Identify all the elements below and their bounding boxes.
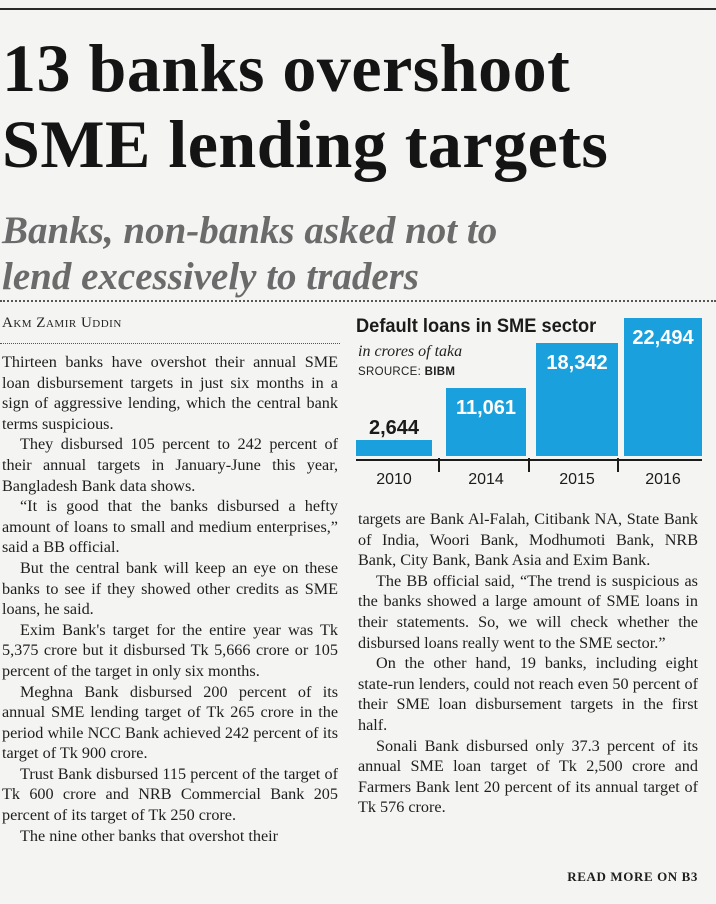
bar-value-label-2016: 22,494 [632, 327, 694, 349]
byline: Akm Zamir Uddin [2, 315, 122, 331]
bar-value-label-2015: 18,342 [546, 352, 608, 374]
read-more-link[interactable]: READ MORE ON B3 [567, 869, 698, 884]
x-tick-label-2010: 2010 [376, 471, 412, 488]
article-paragraph: Sonali Bank disbursed only 37.3 percent of its annual SME loan target of Tk 2,500 crore and Farmers Bank lent 20 percent of its annual target of Tk 576 crore. [358, 736, 698, 817]
chart-svg [356, 312, 702, 492]
article-paragraph: The nine other banks that overshot their [20, 826, 279, 845]
article-paragraph: The BB official said, “The trend is suspicious as the banks showed a large amount of SME loans in their statements. So, we will check whether the disbursed loans really went to the SME sector.” [358, 571, 698, 652]
chart-source-label: SROURCE: [358, 366, 422, 378]
deck-subheadline [2, 208, 714, 300]
deck-line-1: Banks, non-banks asked not to [2, 209, 498, 252]
article-paragraph: Trust Bank disbursed 115 percent of the target of Tk 600 crore and NRB Commercial Bank 205 percent of its target of Tk 250 crore. [2, 764, 338, 825]
headline-line-2: SME lending targets [2, 106, 609, 182]
deck-line-2: lend excessively to traders [2, 255, 419, 298]
article-paragraph: Exim Bank's target for the entire year was Tk 5,375 crore but it disbursed Tk 5,666 crore or 105 percent of the target in only six months. [2, 620, 338, 680]
top-rule [0, 8, 716, 10]
article-paragraph: They disbursed 105 percent to 242 percent of their annual targets in January-June this year, Bangladesh Bank data shows. [2, 435, 338, 495]
article-paragraph: “It is good that the banks disbursed a hefty amount of loans to small and medium enterprises,” said a BB official. [2, 497, 338, 557]
x-tick-label-2016: 2016 [645, 471, 681, 488]
chart-subtitle: in crores of taka [358, 343, 463, 360]
x-tick-label-2015: 2015 [559, 471, 595, 488]
article-paragraph: Meghna Bank disbursed 200 percent of its annual SME lending target of Tk 265 crore in the period while NCC Bank achieved 242 percent of its target of Tk 900 crore. [2, 682, 338, 763]
section-divider [0, 300, 716, 302]
headline-line-1: 13 banks overshoot [2, 30, 571, 106]
bar-2010 [356, 440, 432, 456]
article-paragraph: targets are Bank Al-Falah, Citibank NA, State Bank of India, Woori Bank, Modhumoti Bank, NRB Bank, City Bank, Bank Asia and Exim Bank. [358, 510, 698, 570]
default-loans-chart [356, 312, 702, 492]
headline [2, 30, 714, 182]
article-column-left [2, 352, 338, 846]
article-paragraph: But the central bank will keep an eye on these banks to see if they showed other credits as SME loans, he said. [2, 558, 338, 619]
chart-source [358, 366, 455, 378]
chart-title: Default loans in SME sector [356, 316, 597, 337]
chart-source-name: BIBM [424, 366, 456, 378]
bar-value-label-2010: 2,644 [368, 417, 420, 439]
article-column-right [358, 509, 698, 818]
article-paragraph: Thirteen banks have overshot their annual SME loan disbursement targets in just six months in a sign of aggressive lending, which the central bank terms suspicious. [2, 353, 338, 433]
bar-value-label-2014: 11,061 [455, 397, 517, 419]
byline-divider [0, 343, 340, 344]
article-paragraph: On the other hand, 19 banks, including eight state-run lenders, could not reach even 50 percent of their SME loan disbursement targets in the first half. [358, 654, 698, 734]
x-tick-label-2014: 2014 [468, 471, 504, 488]
